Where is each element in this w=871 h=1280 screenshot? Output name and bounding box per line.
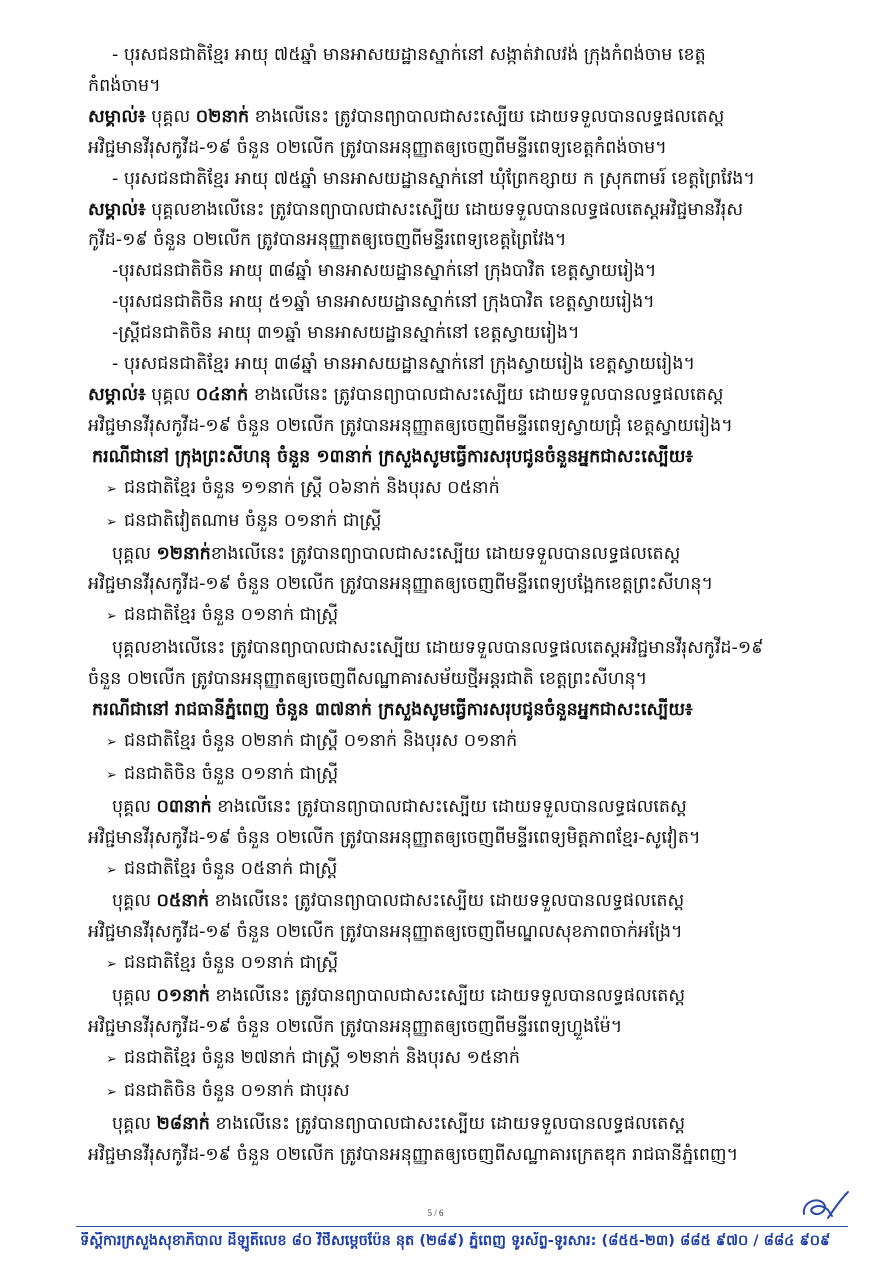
note-text: បុគ្គល — [145, 106, 196, 127]
person-count: ០៣នាក់ — [156, 796, 212, 817]
footer-divider — [76, 1226, 848, 1227]
person-count: ០១នាក់ — [156, 986, 210, 1007]
body-text: ខាងលើនេះ ត្រូវបានព្យាបាលជាសះស្បើយ ដោយទទួលបានលទ្ធផលតេស្ត — [210, 543, 681, 564]
list-item — [88, 600, 840, 633]
body-paragraph — [88, 981, 840, 1012]
body-text: ខាងលើនេះ ត្រូវបានព្យាបាលជាសះស្បើយ ដោយទទួលបានលទ្ធផលតេស្ត — [209, 986, 685, 1007]
body-paragraph-cont: ចំនួន ០២លើក ត្រូវបានអនុញ្ញាតឲ្យចេញពីសណ្ឋាគារសម័យថ្មីអន្តរជាតិ ខេត្តព្រះសីហនុ។ — [88, 669, 648, 690]
person-count: ០៥នាក់ — [156, 891, 210, 912]
arrow-bullet-icon: ➢ — [106, 514, 117, 530]
list-item-text: ជនជាតិខ្មែរ ចំនួន ២៧នាក់ ជាស្ត្រី ១២នាក់ និងបុរស ១៥នាក់ — [124, 1048, 521, 1068]
note-paragraph — [88, 102, 840, 133]
list-item — [88, 948, 840, 981]
body-paragraph — [88, 539, 840, 570]
note-paragraph — [88, 380, 840, 411]
list-item — [88, 726, 840, 759]
list-item — [88, 473, 840, 506]
arrow-bullet-icon: ➢ — [106, 1084, 117, 1100]
body-text: ខាងលើនេះ ត្រូវបានព្យាបាលជាសះស្បើយ ដោយទទួលបានលទ្ធផលតេស្ត — [211, 796, 687, 817]
body-paragraph-cont: អវិជ្ជមានវីរុសកូវីដ-១៩ ចំនួន ០២លើក ត្រូវបានអនុញ្ញាតឲ្យចេញពីមណ្ឌលសុខភាពចាក់អង្រែ។ — [88, 922, 683, 943]
body-paragraph-cont: អវិជ្ជមានវីរុសកូវីដ-១៩ ចំនួន ០២លើក ត្រូវបានអនុញ្ញាតឲ្យចេញពីមន្ទីរពេទ្យបង្អែកខេត្តព្រះសីហនុ។ — [88, 574, 713, 595]
section-heading-phnom-penh: ករណីជានៅ រាជធានីភ្នំពេញ ចំនួន ៣៧នាក់ ក្រសួងសូមធ្វើការសរុបជូនចំនួនអ្នកជាសះស្បើយ៖ — [92, 700, 693, 721]
patient-line: - បុរសជនជាតិខ្មែរ អាយុ ៣៨ឆ្នាំ មានអាសយដ្ឋានស្នាក់នៅ ក្រុងស្វាយរៀង ខេត្តស្វាយរៀង។ — [112, 354, 695, 375]
note-label: សម្គាល់៖ — [88, 199, 146, 220]
patient-line-cont: កំពង់ចាម។ — [88, 75, 161, 96]
body-paragraph: បុគ្គលខាងលើនេះ ត្រូវបានព្យាបាលជាសះស្បើយ ដោយទទួលបានលទ្ធផលតេស្តអវិជ្ជមានវីរុសកូវីដ-១៩ — [112, 638, 764, 659]
arrow-bullet-icon: ➢ — [106, 734, 117, 750]
list-item-text: ជនជាតិខ្មែរ ចំនួន ១១នាក់ ស្ត្រី ០៦នាក់ និងបុរស ០៥នាក់ — [124, 477, 500, 498]
handwritten-initial-signature — [798, 1188, 852, 1224]
patient-line: -បុរសជនជាតិចិន អាយុ ៥១ឆ្នាំ មានអាសយដ្ឋានស្នាក់នៅ ក្រុងបាវិត ខេត្តស្វាយរៀង។ — [112, 292, 655, 313]
body-paragraph-cont: អវិជ្ជមានវីរុសកូវីដ-១៩ ចំនួន ០២លើក ត្រូវបានអនុញ្ញាតឲ្យចេញពីមន្ទីរពេទ្យហ្លួងម៉ែ។ — [88, 1017, 623, 1038]
body-paragraph — [88, 1109, 840, 1140]
person-count: ២៨នាក់ — [156, 1113, 210, 1134]
body-paragraph — [88, 886, 840, 917]
note-paragraph-cont: អវិជ្ជមានវីរុសកូវីដ-១៩ ចំនួន ០២លើក ត្រូវបានអនុញ្ញាតឲ្យចេញពីមន្ទីរពេទ្យស្វាយជ្រុំ ខេត្តស្វាយរៀង។ — [88, 415, 733, 436]
list-item — [88, 506, 840, 539]
list-item-text: ជនជាតិខ្មែរ ចំនួន ០២នាក់ ជាស្ត្រី ០១នាក់ និងបុរស ០១នាក់ — [124, 730, 518, 751]
list-item — [88, 1043, 840, 1076]
arrow-bullet-icon: ➢ — [106, 767, 117, 783]
body-paragraph — [88, 792, 840, 823]
section-heading-sihanouk: ករណីជានៅ ក្រុងព្រះសីហនុ ចំនួន ១៣នាក់ ក្រសួងសូមធ្វើការសរុបជូនចំនួនអ្នកជាសះស្បើយ៖ — [92, 446, 694, 467]
patient-line: - បុរសជនជាតិខ្មែរ អាយុ ៧៥ឆ្នាំ មានអាសយដ្ឋានស្នាក់នៅ ឃុំព្រែកខ្សាយ ក ស្រុកពាមរ៍ ខេត្តព្រៃវែង។ — [112, 168, 755, 189]
body-text: ខាងលើនេះ ត្រូវបានព្យាបាលជាសះស្បើយ ដោយទទួលបានលទ្ធផលតេស្ត — [209, 1113, 685, 1134]
document-body — [88, 40, 840, 1171]
body-text: បុគ្គល — [112, 891, 157, 912]
note-paragraph — [88, 195, 840, 226]
list-item-text: ជនជាតិចិន ចំនួន ០១នាក់ ជាស្ត្រី — [124, 763, 339, 784]
arrow-bullet-icon: ➢ — [106, 1052, 117, 1067]
arrow-bullet-icon: ➢ — [106, 957, 117, 973]
note-text: ខាងលើនេះ ត្រូវបានព្យាបាលជាសះស្បើយ ដោយទទួលបានលទ្ធផលតេស្ត — [249, 106, 725, 127]
note-count: ០២នាក់ — [195, 106, 250, 127]
list-item — [88, 759, 840, 792]
body-paragraph-cont: អវិជ្ជមានវីរុសកូវីដ-១៩ ចំនួន ០២លើក ត្រូវបានអនុញ្ញាតឲ្យចេញពីមន្ទីរពេទ្យមិត្តភាពខ្មែរ-សូវៀត។ — [88, 827, 701, 848]
list-item — [88, 854, 840, 887]
note-label: សម្គាល់៖ — [88, 106, 146, 127]
body-text: បុគ្គល — [112, 796, 157, 817]
page-number: 5 / 6 — [427, 1208, 444, 1218]
list-item-text: ជនជាតិខ្មែរ ចំនួន ០១នាក់ ជាស្ត្រី — [124, 953, 339, 974]
patient-line: - បុរសជនជាតិខ្មែរ អាយុ ៧៥ឆ្នាំ មានអាសយដ្ឋានស្នាក់នៅ សង្កាត់វាលវង់ ក្រុងកំពង់ចាម ខេត្ត — [112, 45, 706, 65]
note-paragraph-cont: កូវីដ-១៩ ចំនួន ០២លើក ត្រូវបានអនុញ្ញាតឲ្យចេញពីមន្ទីរពេទ្យខេត្តព្រៃវែង។ — [88, 230, 567, 251]
body-text: ខាងលើនេះ ត្រូវបានព្យាបាលជាសះស្បើយ ដោយទទួលបានលទ្ធផលតេស្ត — [209, 891, 685, 912]
list-item-text: ជនជាតិខ្មែរ ចំនួន ០៥នាក់ ជាស្ត្រី — [124, 858, 338, 879]
patient-line: -បុរសជនជាតិចិន អាយុ ៣៨ឆ្នាំ មានអាសយដ្ឋានស្នាក់នៅ ក្រុងបាវិត ខេត្តស្វាយរៀង។ — [112, 261, 657, 282]
note-label: សម្គាល់៖ — [88, 384, 146, 405]
arrow-bullet-icon: ➢ — [106, 481, 117, 497]
list-item-text: ជនជាតិចិន ចំនួន ០១នាក់ ជាបុរស — [124, 1080, 350, 1101]
list-item-text: ជនជាតិវៀតណាម ចំនួន ០១នាក់ ជាស្ត្រី — [124, 510, 382, 531]
arrow-bullet-icon: ➢ — [106, 862, 117, 878]
body-text: បុគ្គល — [112, 1113, 157, 1134]
arrow-bullet-icon: ➢ — [106, 609, 117, 625]
person-count: ១២នាក់ — [156, 543, 211, 564]
list-item — [88, 1076, 840, 1109]
body-paragraph-cont: អវិជ្ជមានវីរុសកូវីដ-១៩ ចំនួន ០២លើក ត្រូវបានអនុញ្ញាតឲ្យចេញពីសណ្ឋាគារក្រេតឌុក រាជធានីភ្នំពេញ។ — [88, 1144, 739, 1165]
list-item-text: ជនជាតិខ្មែរ ចំនួន ០១នាក់ ជាស្ត្រី — [124, 605, 339, 626]
footer-address: ទីស្តីការក្រសួងសុខាភិបាល ដីឡូតិ៍លេខ ៨០ វិថីសម្តេចប៉ែន នុត (២៨៩) ភ្នំពេញ ទូរស័ព្ទ-ទូរសារ: (៨៥៥-២៣) ៨៨៥ ៩៧០ / ៨៨៤ ៩០៩ — [80, 1233, 831, 1249]
note-text: ខាងលើនេះ ត្រូវបានព្យាបាលជាសះស្បើយ ដោយទទួលបានលទ្ធផលតេស្ត — [248, 384, 724, 405]
patient-line: -ស្ត្រីជនជាតិចិន អាយុ ៣១ឆ្នាំ មានអាសយដ្ឋានស្នាក់នៅ ខេត្តស្វាយរៀង។ — [112, 323, 580, 344]
note-text: បុគ្គលខាងលើនេះ ត្រូវបានព្យាបាលជាសះស្បើយ ដោយទទួលបានលទ្ធផលតេស្តអវិជ្ជមានវីរុស — [145, 199, 744, 220]
body-text: បុគ្គល — [112, 986, 157, 1007]
note-text: បុគ្គល — [145, 384, 196, 405]
note-count: ០៤នាក់ — [195, 384, 249, 405]
note-paragraph-cont: អវិជ្ជមានវីរុសកូវីដ-១៩ ចំនួន ០២លើក ត្រូវបានអនុញ្ញាតឲ្យចេញពីមន្ទីរពេទ្យខេត្តកំពង់ចាម។ — [88, 137, 667, 158]
body-text: បុគ្គល — [112, 543, 157, 564]
